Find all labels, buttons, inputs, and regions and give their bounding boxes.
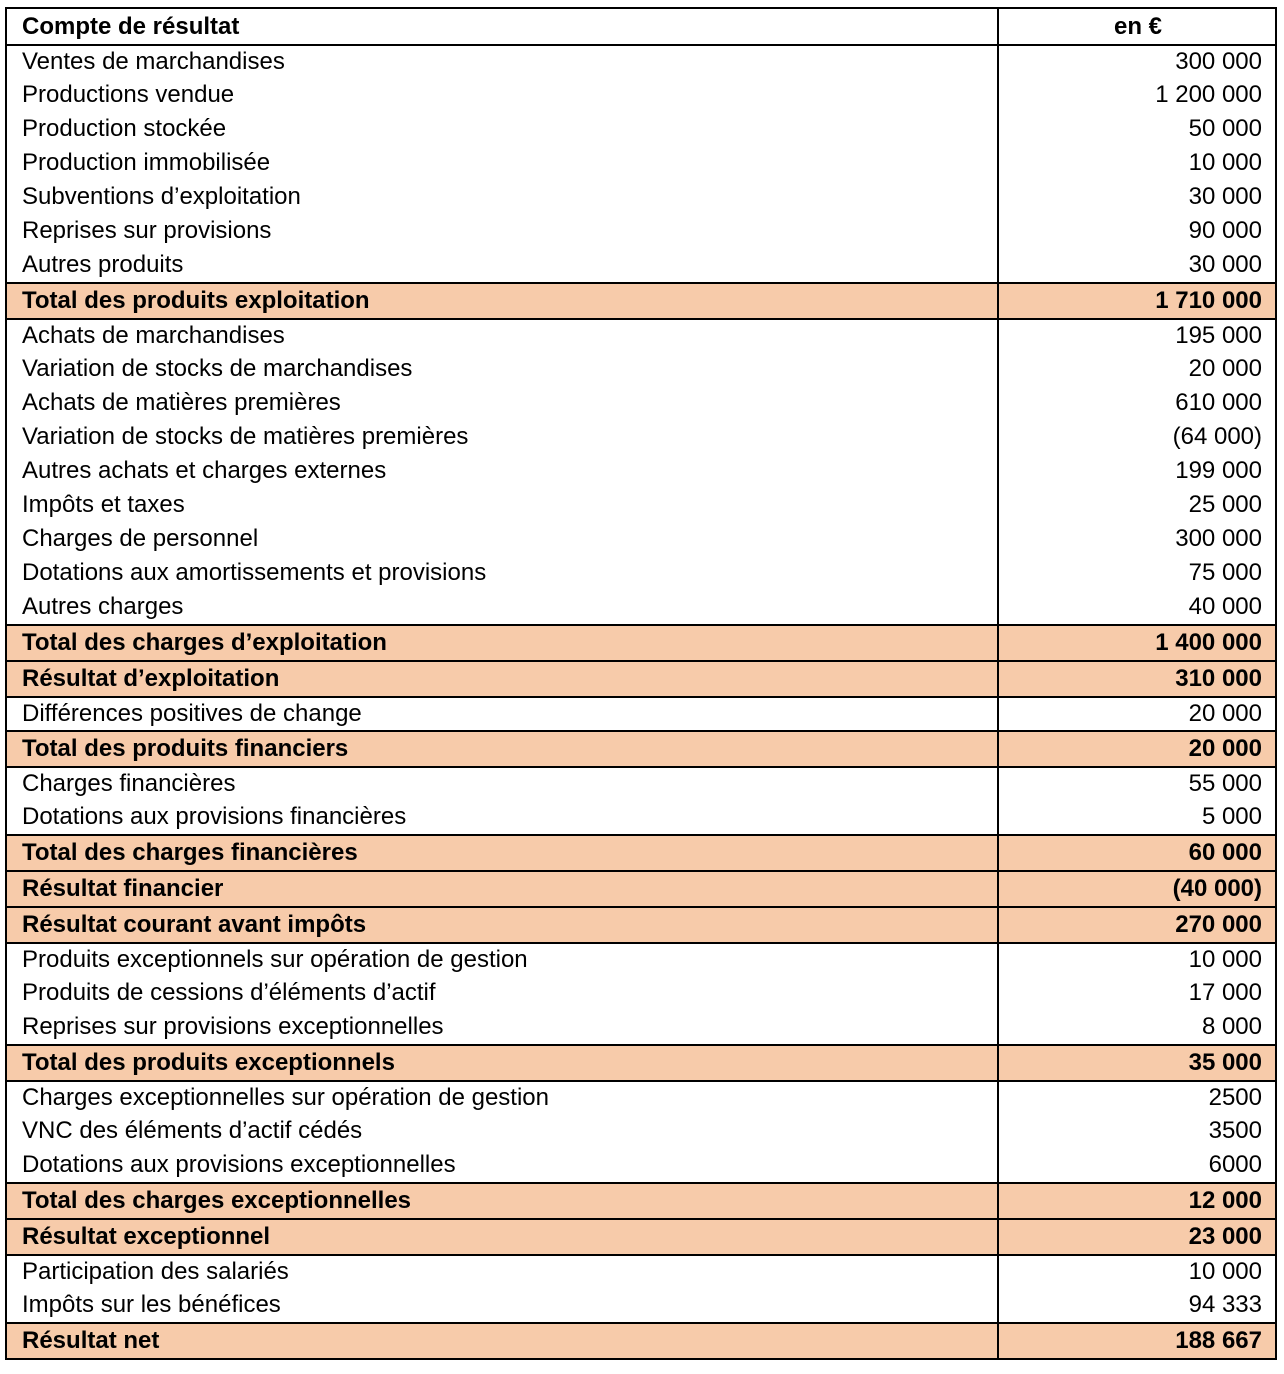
table-row [7, 696, 1275, 730]
row-value: 8 000 [1201, 1013, 1262, 1040]
row-value: 75 000 [1188, 559, 1262, 586]
row-label: Participation des salariés [7, 1256, 999, 1288]
row-label: Total des produits financiers [7, 732, 999, 766]
row-value: 90 000 [1188, 217, 1262, 244]
row-value: 199 000 [1175, 457, 1262, 484]
row-label: Résultat financier [7, 872, 999, 906]
row-label: Charges de personnel [7, 522, 999, 556]
row-label: Différences positives de change [7, 698, 999, 730]
income-statement-table [5, 7, 1277, 1360]
row-value: 310 000 [1175, 665, 1262, 692]
row-label: Total des charges d’exploitation [7, 626, 999, 660]
row-value: 195 000 [1175, 322, 1262, 349]
row-value: 188 667 [1175, 1327, 1262, 1354]
table-row [7, 590, 1275, 624]
row-value: 6000 [1208, 1151, 1262, 1178]
row-label: Résultat courant avant impôts [7, 908, 999, 942]
total-row [7, 906, 1275, 942]
total-row [7, 282, 1275, 318]
row-label: Résultat net [7, 1324, 999, 1358]
table-row [7, 248, 1275, 282]
header-label: Compte de résultat [7, 9, 999, 44]
row-value: 20 000 [1188, 700, 1262, 727]
row-value: 610 000 [1175, 389, 1262, 416]
table-row [7, 386, 1275, 420]
row-label: Total des charges exceptionnelles [7, 1184, 999, 1218]
table-row [7, 942, 1275, 976]
row-value: 10 000 [1188, 149, 1262, 176]
table-row [7, 1080, 1275, 1114]
row-value: 30 000 [1188, 183, 1262, 210]
total-row [7, 1322, 1275, 1358]
row-label: Impôts et taxes [7, 488, 999, 522]
table-row [7, 352, 1275, 386]
row-label: Reprises sur provisions exceptionnelles [7, 1010, 999, 1044]
row-label: Ventes de marchandises [7, 46, 999, 78]
row-label: Charges exceptionnelles sur opération de gestion [7, 1082, 999, 1114]
table-row [7, 1114, 1275, 1148]
row-value: 35 000 [1188, 1049, 1262, 1076]
row-label: Production stockée [7, 112, 999, 146]
row-label: Produits de cessions d’éléments d’actif [7, 976, 999, 1010]
row-label: Autres charges [7, 590, 999, 624]
total-row [7, 660, 1275, 696]
table-row [7, 44, 1275, 78]
row-label: Dotations aux provisions exceptionnelles [7, 1148, 999, 1182]
row-label: Achats de matières premières [7, 386, 999, 420]
table-row [7, 112, 1275, 146]
row-label: Impôts sur les bénéfices [7, 1288, 999, 1322]
table-row [7, 800, 1275, 834]
row-value: 55 000 [1188, 770, 1262, 797]
row-value: 300 000 [1175, 48, 1262, 75]
row-label: Variation de stocks de matières premières [7, 420, 999, 454]
row-label: Produits exceptionnels sur opération de gestion [7, 944, 999, 976]
row-label: Achats de marchandises [7, 320, 999, 352]
row-label: Variation de stocks de marchandises [7, 352, 999, 386]
row-value: 1 710 000 [1155, 287, 1262, 314]
row-value: 94 333 [1188, 1291, 1262, 1318]
row-value: 12 000 [1188, 1187, 1262, 1214]
row-value: (64 000) [1172, 423, 1262, 450]
table-row [7, 1148, 1275, 1182]
row-value: 20 000 [1188, 355, 1262, 382]
row-value: 1 200 000 [1155, 81, 1262, 108]
table-row [7, 454, 1275, 488]
table-header-row [7, 9, 1275, 44]
table-row [7, 420, 1275, 454]
table-row [7, 488, 1275, 522]
total-row [7, 1218, 1275, 1254]
row-value: 40 000 [1188, 593, 1262, 620]
row-label: Dotations aux provisions financières [7, 800, 999, 834]
row-label: Total des produits exceptionnels [7, 1046, 999, 1080]
row-value: 60 000 [1188, 839, 1262, 866]
table-row [7, 214, 1275, 248]
row-value: 25 000 [1188, 491, 1262, 518]
row-label: Dotations aux amortissements et provisions [7, 556, 999, 590]
row-value: 20 000 [1188, 735, 1262, 762]
row-value: 2500 [1208, 1084, 1262, 1111]
row-label: Résultat exceptionnel [7, 1220, 999, 1254]
table-row [7, 78, 1275, 112]
table-row [7, 976, 1275, 1010]
row-value: 10 000 [1188, 1258, 1262, 1285]
total-row [7, 730, 1275, 766]
total-row [7, 834, 1275, 870]
row-label: Résultat d’exploitation [7, 662, 999, 696]
row-value: 3500 [1208, 1117, 1262, 1144]
table-row [7, 556, 1275, 590]
row-label: VNC des éléments d’actif cédés [7, 1114, 999, 1148]
row-value: 1 400 000 [1155, 629, 1262, 656]
row-value: 23 000 [1188, 1223, 1262, 1250]
table-row [7, 522, 1275, 556]
header-unit: en € [1114, 12, 1163, 40]
row-value: 50 000 [1188, 115, 1262, 142]
row-value: 270 000 [1175, 911, 1262, 938]
table-row [7, 318, 1275, 352]
row-label: Subventions d’exploitation [7, 180, 999, 214]
row-value: 300 000 [1175, 525, 1262, 552]
row-label: Total des charges financières [7, 836, 999, 870]
row-label: Reprises sur provisions [7, 214, 999, 248]
row-label: Charges financières [7, 768, 999, 800]
total-row [7, 870, 1275, 906]
table-row [7, 766, 1275, 800]
total-row [7, 1182, 1275, 1218]
table-row [7, 146, 1275, 180]
row-label: Productions vendue [7, 78, 999, 112]
row-value: 17 000 [1188, 979, 1262, 1006]
row-label: Total des produits exploitation [7, 284, 999, 318]
row-value: 10 000 [1188, 946, 1262, 973]
row-label: Autres produits [7, 248, 999, 282]
table-row [7, 1288, 1275, 1322]
table-row [7, 1254, 1275, 1288]
table-body [7, 44, 1275, 1358]
row-label: Production immobilisée [7, 146, 999, 180]
table-row [7, 1010, 1275, 1044]
row-value: (40 000) [1172, 875, 1262, 902]
total-row [7, 1044, 1275, 1080]
total-row [7, 624, 1275, 660]
row-value: 5 000 [1201, 803, 1262, 830]
row-value: 30 000 [1188, 251, 1262, 278]
row-label: Autres achats et charges externes [7, 454, 999, 488]
table-row [7, 180, 1275, 214]
